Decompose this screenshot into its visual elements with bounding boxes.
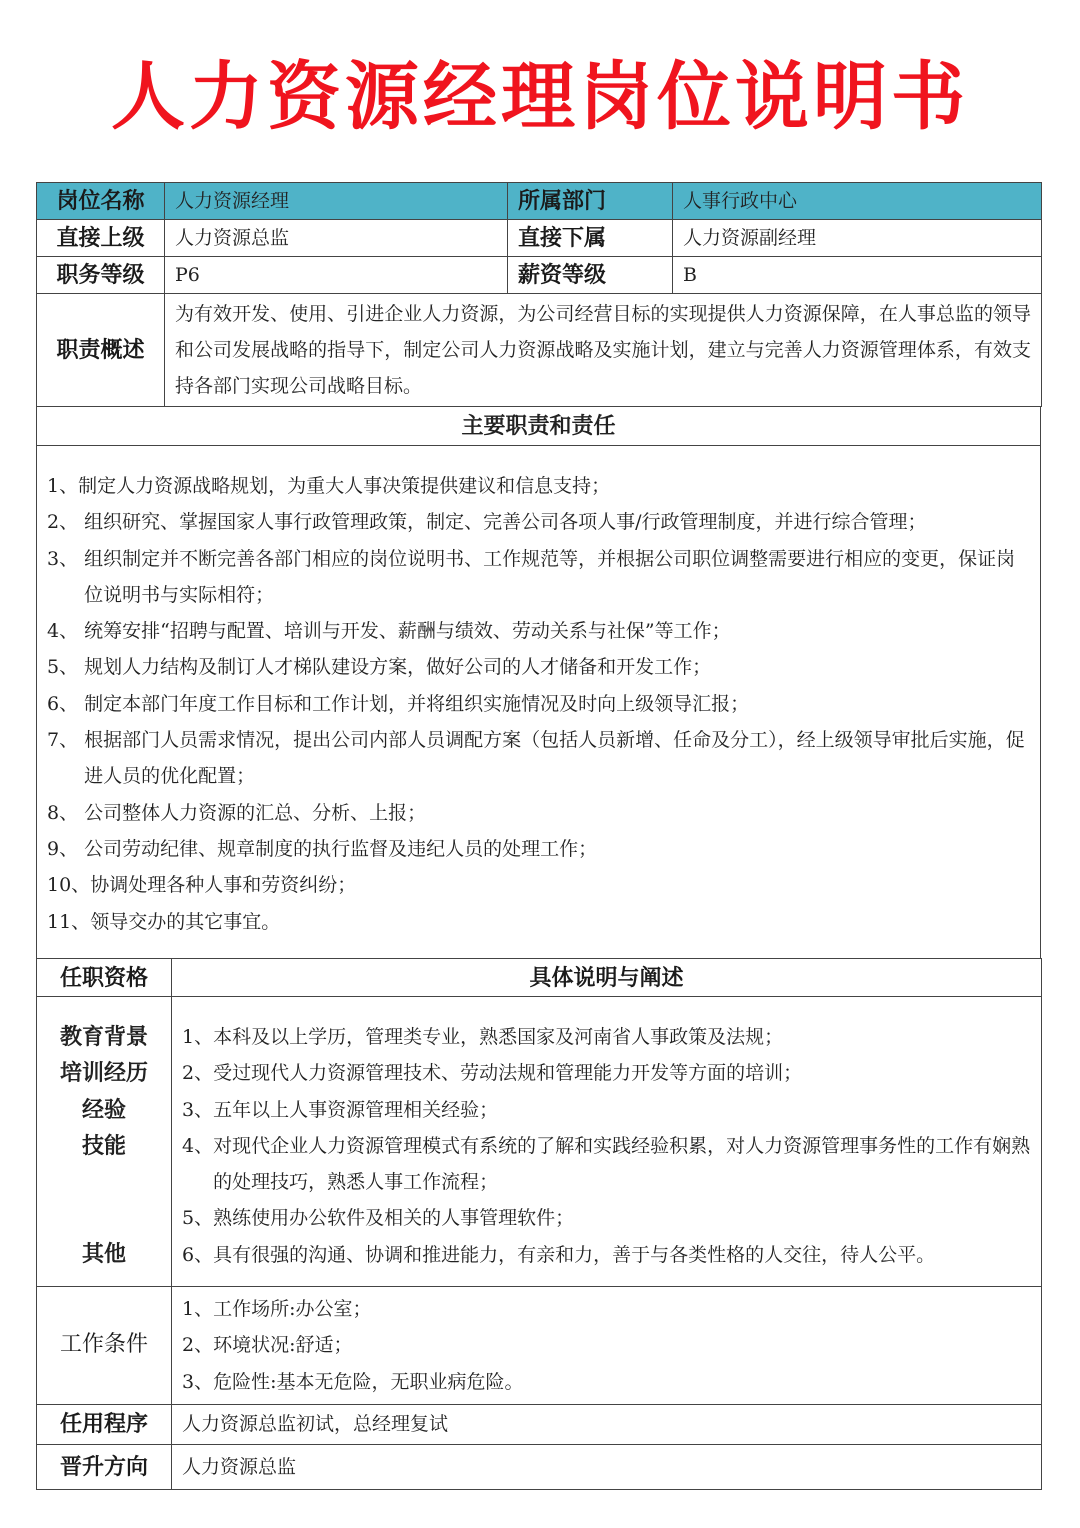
duty-item: 1、 制定人力资源战略规划，为重大人事决策提供建议和信息支持； (47, 475, 611, 497)
info-table (36, 182, 1042, 407)
promotion-label: 晋升方向 (37, 1444, 172, 1489)
salary-value: B (673, 257, 1042, 294)
condition-item: 1、 工作场所:办公室； (182, 1298, 372, 1320)
duty-item: 4、 统筹安排“招聘与配置、培训与开发、薪酬与绩效、劳动关系与社保”等工作； (47, 620, 731, 643)
page-title: 人力资源经理岗位说明书 (111, 54, 969, 140)
procedure-value: 人力资源总监初试，总经理复试 (172, 1404, 1042, 1444)
condition-item: 3、 危险性:基本无危险，无职业病危险。 (182, 1370, 524, 1393)
grade-value: P6 (165, 257, 508, 294)
category-skills: 技能 (81, 1132, 126, 1159)
procedure-label: 任用程序 (37, 1404, 172, 1444)
duties-list (37, 446, 1041, 959)
qualifications-header-desc: 具体说明与阐述 (172, 959, 1042, 997)
duties-table (36, 406, 1041, 959)
conditions-list (172, 1287, 1042, 1405)
subordinate-label: 直接下属 (508, 220, 673, 257)
conditions-label: 工作条件 (37, 1287, 172, 1405)
category-education: 教育背景 (59, 1024, 148, 1050)
job-description-table (36, 182, 1041, 1490)
category-training: 培训经历 (59, 1060, 148, 1087)
position-label: 岗位名称 (37, 183, 165, 220)
superior-label: 直接上级 (37, 220, 165, 257)
superior-value: 人力资源总监 (165, 220, 508, 257)
qualifications-list (172, 997, 1042, 1287)
category-experience: 经验 (81, 1096, 126, 1123)
duties-body-row (37, 446, 1041, 959)
salary-label: 薪资等级 (508, 257, 673, 294)
duty-item: 9、 公司劳动纪律、规章制度的执行监督及违纪人员的处理工作； (47, 837, 598, 860)
qualification-item: 3、 五年以上人事资源管理相关经验； (182, 1098, 499, 1121)
duties-title: 主要职责和责任 (37, 407, 1041, 446)
summary-row (37, 294, 1042, 407)
qualification-item: 6、 具有很强的沟通、协调和推进能力，有亲和力，善于与各类性格的人交往，待人公平。 (182, 1243, 936, 1266)
department-value: 人事行政中心 (673, 183, 1042, 220)
duty-item: 8、 公司整体人力资源的汇总、分析、上报； (47, 801, 427, 824)
qualifications-header-label: 任职资格 (37, 959, 172, 997)
duties-header-row (37, 407, 1041, 446)
category-other: 其他 (81, 1241, 126, 1268)
qualification-item: 4、 对现代企业人力资源管理模式有系统的了解和实践经验积累，对人力资源管理事务性的工作有娴熟的处理技巧，熟悉人事工作流程； (182, 1134, 1031, 1194)
duty-item: 5、 规划人力结构及制订人才梯队建设方案，做好公司的人才储备和开发工作； (47, 656, 712, 679)
conditions-row (37, 1287, 1042, 1405)
qualifications-categories (37, 997, 172, 1287)
position-value: 人力资源经理 (165, 183, 508, 220)
promotion-row (37, 1444, 1042, 1489)
summary-text: 为有效开发、使用、引进企业人力资源，为公司经营目标的实现提供人力资源保障，在人事总监的领导和公司发展战略的指导下，制定公司人力资源战略及实施计划，建立与完善人力资源管理体系，有效支持各部门实现公司战略目标。 (165, 294, 1042, 407)
info-row-superior (37, 220, 1042, 257)
condition-item: 2、 环境状况:舒适； (182, 1334, 353, 1357)
duty-item: 3、 组织制定并不断完善各部门相应的岗位说明书、工作规范等，并根据公司职位调整需要进行相应的变更，保证岗位说明书与实际相符； (47, 547, 1016, 606)
qualifications-header-row (37, 959, 1042, 997)
subordinate-value: 人力资源副经理 (673, 220, 1042, 257)
promotion-value: 人力资源总监 (172, 1444, 1042, 1489)
qualification-item: 2、 受过现代人力资源管理技术、劳动法规和管理能力开发等方面的培训； (182, 1062, 803, 1085)
qualification-item: 5、 熟练使用办公软件及相关的人事管理软件； (182, 1207, 575, 1230)
procedure-row (37, 1404, 1042, 1444)
duty-item: 6、 制定本部门年度工作目标和工作计划，并将组织实施情况及时向上级领导汇报； (47, 692, 750, 715)
qualification-item: 1、 本科及以上学历，管理类专业，熟悉国家及河南省人事政策及法规； (182, 1026, 784, 1048)
grade-label: 职务等级 (37, 257, 165, 294)
duty-item: 11、 领导交办的其它事宜。 (47, 910, 281, 933)
info-row-position (37, 183, 1042, 220)
duty-item: 7、 根据部门人员需求情况，提出公司内部人员调配方案（包括人员新增、任命及分工），经上级领导审批后实施，促进人员的优化配置； (47, 729, 1025, 788)
duty-item: 2、 组织研究、掌握国家人事行政管理政策，制定、完善公司各项人事/行政管理制度，并进行综合管理； (47, 511, 927, 534)
summary-label: 职责概述 (37, 294, 165, 407)
qualifications-body-row (37, 997, 1042, 1287)
department-label: 所属部门 (508, 183, 673, 220)
info-row-grade (37, 257, 1042, 294)
qualifications-table (36, 958, 1042, 1490)
duty-item: 10、 协调处理各种人事和劳资纠纷； (47, 874, 357, 897)
